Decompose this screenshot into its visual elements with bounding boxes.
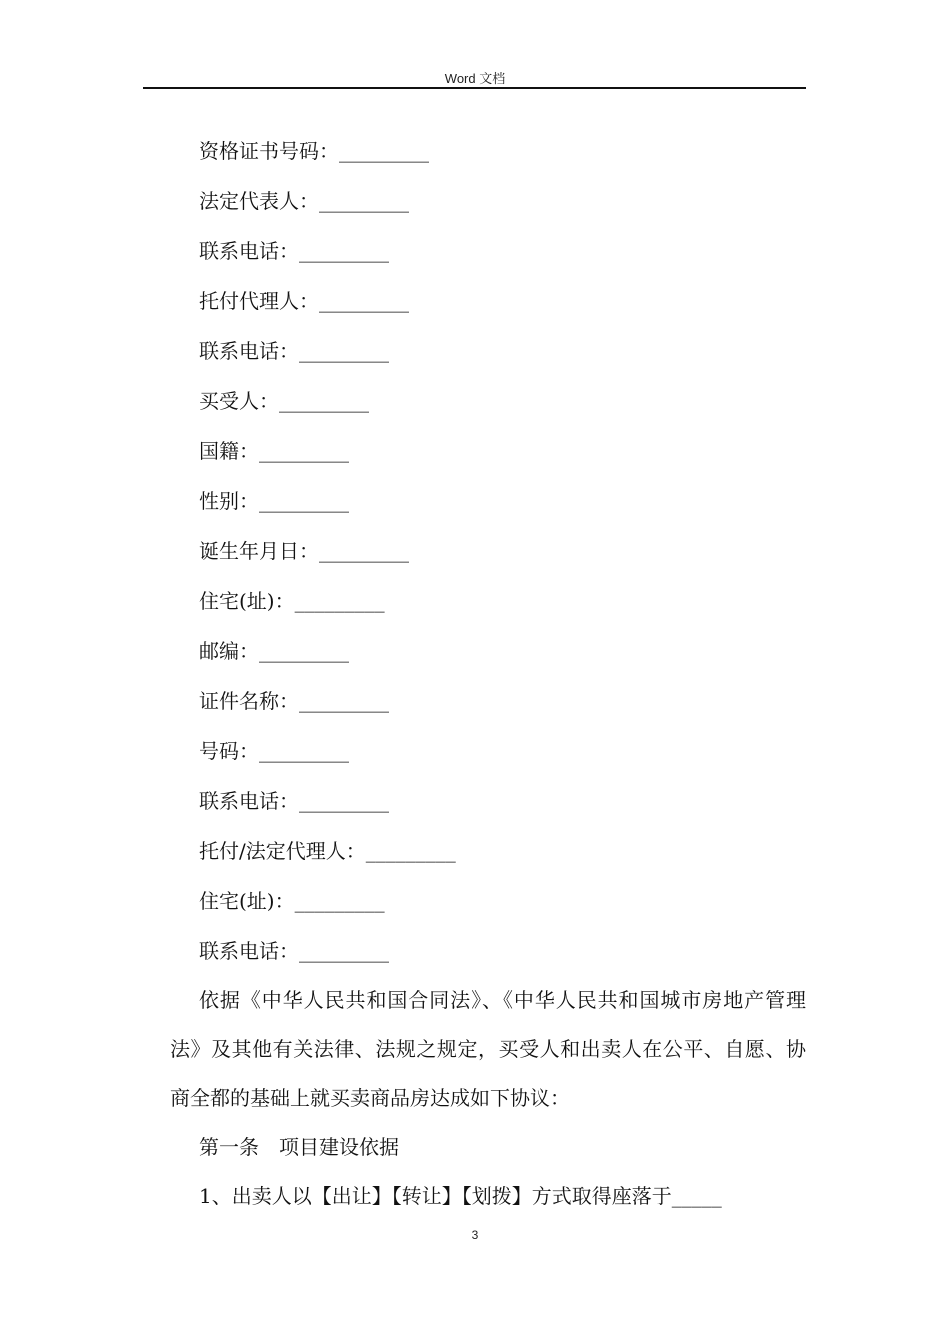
header-title: Word 文档 — [444, 71, 506, 86]
page-number: 3 — [471, 1228, 479, 1242]
field-id-type: 证件名称：_________ — [199, 689, 389, 713]
article-item: 1、出卖人以【出让】【转让】【划拨】方式取得座落于_____ — [199, 1184, 722, 1208]
field-address: 住宅(址)：_________ — [199, 889, 385, 913]
field-qualification-number: 资格证书号码：_________ — [199, 139, 429, 163]
field-birth-date: 诞生年月日：_________ — [199, 539, 409, 563]
field-gender: 性别：_________ — [199, 489, 349, 513]
field-phone: 联系电话：_________ — [199, 789, 389, 813]
field-phone: 联系电话：_________ — [199, 939, 389, 963]
field-legal-agent: 托付/法定代理人：_________ — [199, 839, 456, 863]
field-address: 住宅(址)：_________ — [199, 589, 385, 613]
article-title: 第一条 项目建设依据 — [199, 1135, 399, 1159]
field-postcode: 邮编：_________ — [199, 639, 349, 663]
field-nationality: 国籍：_________ — [199, 439, 349, 463]
field-phone: 联系电话：_________ — [199, 339, 389, 363]
document-body — [170, 126, 806, 1221]
field-id-number: 号码：_________ — [199, 739, 349, 763]
agreement-paragraph: 依据《中华人民共和国合同法》、《中华人民共和国城市房地产管理法》及其他有关法律、法规之规定，买受人和出卖人在公平、自愿、协商全都的基础上就买卖商品房达成如下协议： — [170, 988, 806, 1110]
field-buyer: 买受人：_________ — [199, 389, 369, 413]
header-divider — [143, 87, 806, 89]
field-authorized-agent: 托付代理人：_________ — [199, 289, 409, 313]
field-phone: 联系电话：_________ — [199, 239, 389, 263]
field-legal-representative: 法定代表人：_________ — [199, 189, 409, 213]
